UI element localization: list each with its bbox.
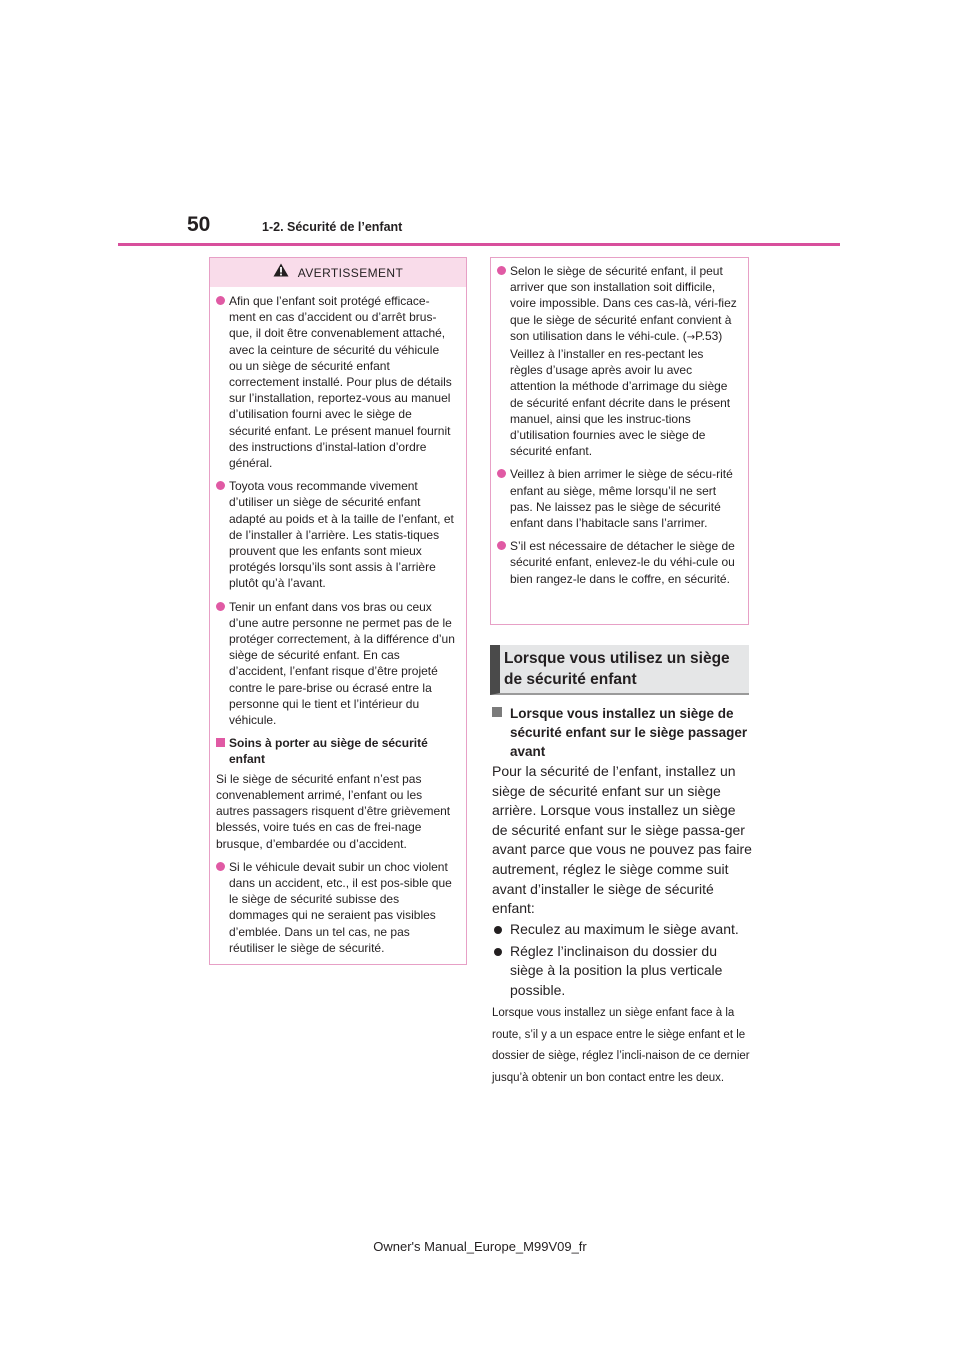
warning-triangle-icon — [273, 263, 289, 282]
warning-item-text: Si le véhicule devait subir un choc violent dans un accident, etc., il est pos-sible que le siège de sécurité subisse des dommages qui ne seraient pas visibles d’emblée. Dans un tel cas, ne pas réutiliser le siège de sécurité. — [229, 859, 452, 955]
warning-item — [216, 859, 455, 956]
text-segment: ) Veillez à l’installer en res-pectant les règles d’usage après avoir lu avec attention la méthode d’arrimage du siège de sécurité enfant décrite dans le présent manuel, ainsi que les instruc-tions d’utilisation fournies avec le siège de sécurité enfant. — [510, 328, 731, 459]
warning-item-text: Afin que l’enfant soit protégé efficace-ment en cas d’accident ou d’arrêt brus-que, il doit être convenablement attaché, avec la ceinture de sécurité du véhicule ou un siège de sécurité enfant correctement installé. Pour plus de détails sur l’installation, reportez-vous au manuel d’utilisation fourni avec le siège de sécurité enfant. Le présent manuel fournit des instructions d’instal-lation d’ordre général. — [229, 294, 452, 471]
bullet-dot-icon — [497, 266, 506, 275]
square-bullet-icon — [216, 738, 225, 747]
warning-item — [497, 466, 738, 531]
square-bullet-icon — [492, 707, 502, 717]
warning-item — [216, 599, 455, 729]
warning-title: AVERTISSEMENT — [297, 265, 404, 280]
header-divider — [118, 243, 840, 246]
warning-item-text: Veillez à bien arrimer le siège de sécu-rité enfant au siège, même lorsqu’il ne sert pas. Ne laissez pas le siège de sécurité enfant dans l’habitacle sans l’arrimer. — [510, 467, 733, 531]
bullet-dot-icon — [216, 481, 225, 490]
warning-item-text: Toyota vous recommande vivement d’utiliser un siège de sécurité enfant adapté au poids et à la taille de l’enfant, et de l’installer à l’arrière. Les statis-tiques prouvent que les enfants sont mieux protégés lorsqu’ils sont assis à l’arrière plutôt qu’à l’avant. — [229, 479, 454, 591]
bullet-dot-icon — [497, 541, 506, 550]
bullet-dot-icon — [216, 296, 225, 305]
warning-subheading — [216, 735, 455, 767]
page-number: 50 — [187, 213, 211, 236]
section-title: Lorsque vous utilisez un siège de sécurité enfant — [490, 645, 749, 695]
warning-item — [216, 293, 455, 471]
list-item — [492, 942, 754, 1001]
bullet-dot-icon — [494, 948, 502, 956]
warning-item — [497, 263, 738, 459]
subheading — [492, 704, 750, 761]
warning-item — [216, 478, 455, 591]
subheading-text: Lorsque vous installez un siège de sécurité enfant sur le siège passager avant — [510, 706, 748, 759]
warning-item-text: Tenir un enfant dans vos bras ou ceux d’une autre personne ne permet pas de le protéger correctement, à la différence d’un siège de sécurité enfant. En cas d’accident, l’enfant risque d’être projeté contre le pare-brise ou écrasé entre la personne qui le tient et l’intérieur du véhicule. — [229, 599, 455, 728]
page-ref-arrow-icon: → — [686, 331, 696, 343]
bullet-dot-icon — [497, 469, 506, 478]
warning-body — [210, 287, 466, 956]
footer: Owner's Manual_Europe_M99V09_fr — [373, 1239, 587, 1254]
warning-subheading-text: Soins à porter au siège de sécurité enfant — [229, 736, 428, 767]
warning-header — [210, 258, 466, 287]
bullet-dot-icon — [216, 862, 225, 871]
list-item-text: Reculez au maximum le siège avant. — [510, 921, 739, 937]
note-paragraph: Lorsque vous installez un siège enfant face à la route, s’il y a un espace entre le siège enfant et le dossier de siège, réglez l’incli-naison de ce dernier jusqu’à obtenir un bon contact entre les deux. — [492, 1007, 750, 1084]
section-header: 1-2. Sécurité de l’enfant — [262, 220, 403, 234]
warning-item-text — [510, 264, 737, 458]
warning-item-text: S’il est nécessaire de détacher le siège de sécurité enfant, enlevez-le du véhi-cule ou bien rangez-le dans le coffre, en sécurité. — [510, 539, 735, 586]
bullet-dot-icon — [216, 602, 225, 611]
list-item — [492, 920, 754, 940]
body-paragraph: Pour la sécurité de l’enfant, installez un siège de sécurité enfant sur un siège arrière. Lorsque vous installez un siège de sécurité enfant sur le siège passa-ger avant parce que vous ne pouvez pas faire autrement, réglez le siège comme suit avant d’installer le siège de sécurité enfant: — [492, 763, 752, 917]
bullet-dot-icon — [494, 926, 502, 934]
page-reference-link[interactable]: P.53 — [695, 328, 719, 343]
warning-box — [209, 257, 467, 965]
instruction-list — [492, 920, 754, 1002]
warning-paragraph: Si le siège de sécurité enfant n’est pas convenablement arrimé, l’enfant ou les autres passagers risquent d’être grièvement blessés, voire tués en cas de frei-nage brusque, d’embardée ou d’accident. — [216, 771, 451, 851]
list-item-text: Réglez l’inclinaison du dossier du siège à la position la plus verticale possible. — [510, 942, 723, 998]
text-segment: Selon le siège de sécurité enfant, il peut arriver que son installation soit difficile, voire impossible. Dans ces cas-là, véri-fiez que le siège de sécurité enfant convient à son utilisation dans le véhi-cule. ( — [510, 264, 737, 343]
warning-item — [497, 538, 738, 587]
warning-continued-box — [490, 257, 749, 625]
